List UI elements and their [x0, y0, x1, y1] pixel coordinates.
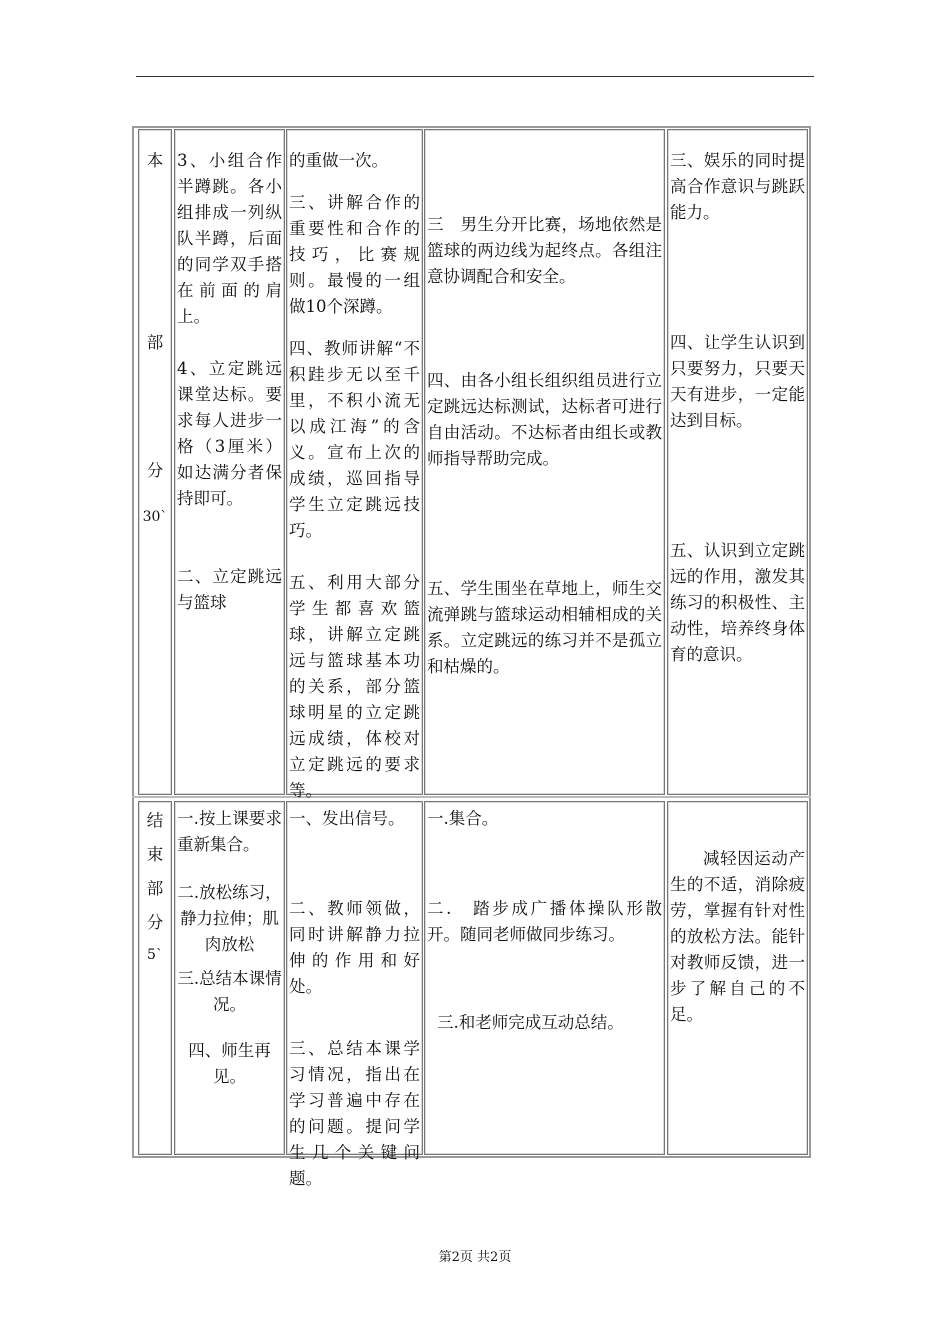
section-char: 部: [146, 333, 164, 352]
content-paragraph: 三.总结本课情况。: [177, 969, 282, 1014]
content-paragraph: 四、由各小组长组织组员进行立定跳远达标测试，达标者可进行自由活动。不达标者由组长或教师指导帮助完成。: [427, 371, 662, 468]
content-paragraph: 四、让学生认识到只要努力，只要天天有进步，一定能达到目标。: [670, 333, 805, 430]
content-paragraph: 四、教师讲解“不积跬步无以至千里，不积小流无以成江海”的含义。宣布上次的成绩，巡回指导学生立定跳远技巧。: [289, 339, 420, 540]
content-paragraph: 二、教师领做，同时讲解静力拉伸的作用和好处。: [289, 899, 420, 996]
content-paragraph: 二. 踏步成广播体操队形散开。随同老师做同步练习。: [427, 899, 662, 944]
content-paragraph: 三、讲解合作的重要性和合作的技巧，比赛规则。最慢的一组做10个深蹲。: [289, 193, 420, 316]
table-row-closing-part: [132, 798, 811, 1188]
content-paragraph: 五、认识到立定跳远的作用，激发其练习的积极性、主动性，培养终身体育的意识。: [670, 541, 805, 664]
content-paragraph: 二.放松练习，静力拉伸；肌肉放松: [177, 883, 282, 954]
objective-cell: [667, 801, 808, 1155]
section-label-cell: [138, 801, 172, 1155]
section-char: 本: [146, 151, 164, 170]
teacher-activity-cell: [286, 129, 423, 800]
content-paragraph: 五、学生围坐在草地上，师生交流弹跳与篮球运动相辅相成的关系。立定跳远的练习并不是孤立和枯燥的。: [427, 579, 662, 676]
header-rule: [136, 76, 814, 77]
content-paragraph: 三、娱乐的同时提高合作意识与跳跃能力。: [670, 151, 805, 222]
section-duration: 30`: [142, 509, 168, 525]
content-paragraph: 三.和老师完成互动总结。: [437, 1013, 624, 1032]
content-paragraph: 减轻因运动产生的不适，消除疲劳，掌握有针对性的放松方法。能针对教师反馈，进一步了解自己的不足。: [670, 849, 805, 1024]
section-char: 分: [146, 913, 164, 932]
content-cell: [174, 129, 285, 795]
page-number: 第2页 共2页: [438, 1250, 512, 1265]
table-row-main-part: [132, 126, 811, 798]
content-paragraph: 一.按上课要求重新集合。: [177, 809, 282, 854]
section-char: 分: [146, 461, 164, 480]
section-duration: 5`: [147, 947, 163, 963]
section-char: 部: [146, 879, 164, 898]
content-paragraph: 二、立定跳远与篮球: [177, 567, 282, 612]
content-cell: [174, 801, 285, 1155]
content-paragraph: 一、发出信号。: [289, 809, 405, 828]
content-paragraph: 五、利用大部分学生都喜欢篮球，讲解立定跳远与篮球基本功的关系，部分篮球明星的立定跳远成绩，体校对立定跳远的要求等。: [289, 573, 420, 800]
content-paragraph: 三、总结本课学习情况，指出在学习普遍中存在的问题。提问学生几个关键问题。: [289, 1039, 420, 1188]
section-label-cell: [138, 129, 172, 795]
student-activity-cell: [424, 129, 665, 795]
section-char: 结: [146, 811, 164, 830]
teacher-activity-cell: [286, 801, 423, 1188]
objective-cell: [667, 129, 808, 795]
content-paragraph: 三 男生分开比赛，场地依然是篮球的两边线为起终点。各组注意协调配合和安全。: [427, 215, 662, 286]
student-activity-cell: [424, 801, 665, 1155]
content-paragraph: 4、立定跳远课堂达标。要求每人进步一格（3厘米）如达满分者保持即可。: [177, 359, 282, 508]
content-paragraph: 一.集合。: [427, 809, 499, 828]
section-char: 束: [146, 845, 164, 864]
content-paragraph: 3、小组合作半蹲跳。各小组排成一列纵队半蹲，后面的同学双手搭在前面的肩上。: [177, 151, 282, 326]
content-paragraph: 四、师生再见。: [188, 1041, 271, 1086]
content-paragraph: 的重做一次。: [289, 151, 388, 170]
